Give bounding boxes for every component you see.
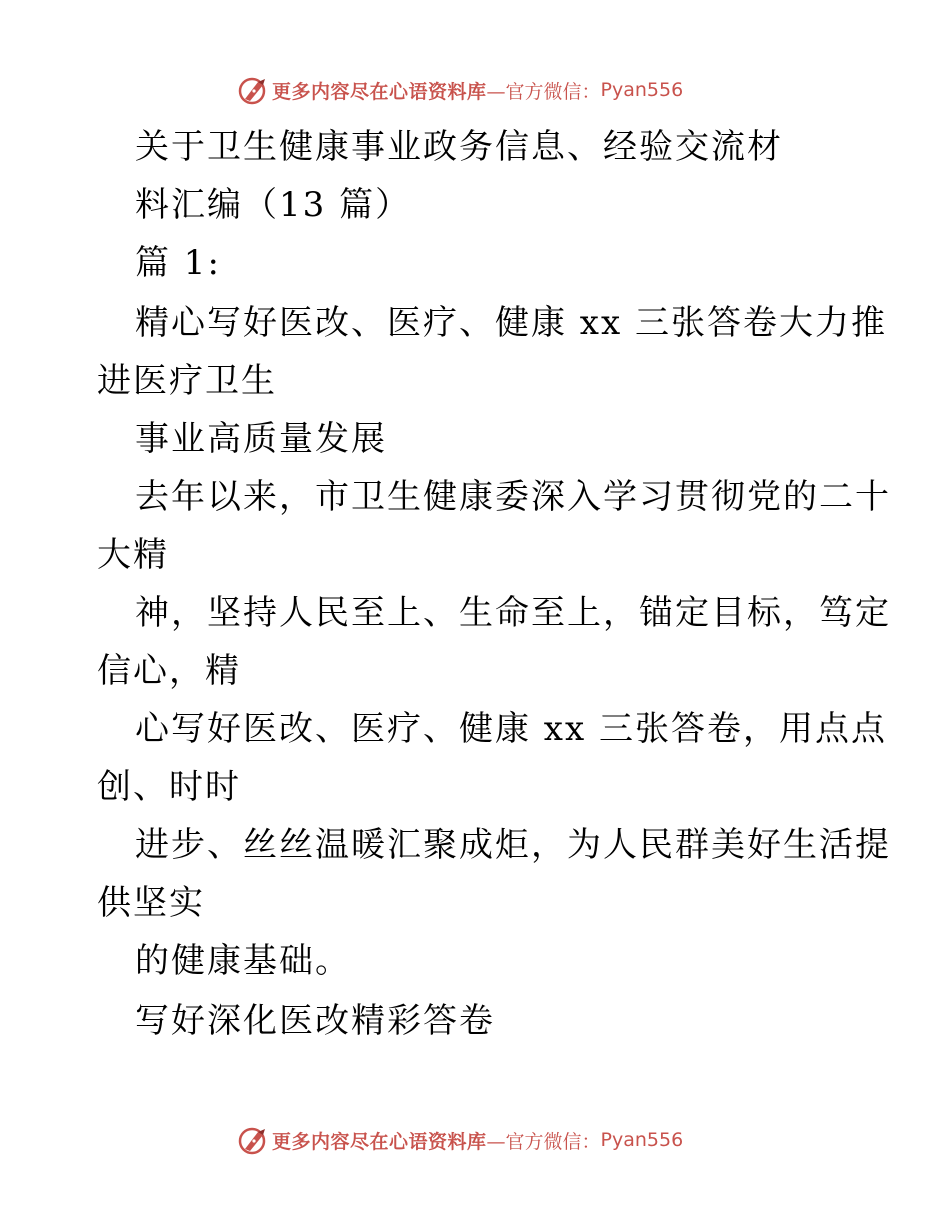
header-watermark [236,73,683,107]
paragraph-line: 的健康基础。 [135,941,351,981]
watermark-wechat-id: Pyan556 [600,79,684,101]
document-title-line-1: 关于卫生健康事业政务信息、经验交流材 [135,127,783,167]
article-title-line-2: 进医疗卫生 [97,361,277,401]
paragraph-line: 创、时时 [97,767,241,807]
article-title-line-3: 事业高质量发展 [135,419,387,459]
pen-nib-logo-icon [236,1124,268,1156]
watermark-contact-label: —官方微信： [486,80,601,103]
watermark-wechat-id: Pyan556 [600,1129,684,1151]
document-title-line-2: 料汇编（13 篇） [135,185,412,225]
paragraph-line: 供坚实 [97,883,205,923]
paragraph-line: 大精 [97,535,169,575]
pen-nib-logo-icon [236,74,268,106]
paragraph-line: 信心，精 [97,651,241,691]
paragraph-line: 心写好医改、医疗、健康 xx 三张答卷，用点点 [135,709,887,749]
watermark-contact-label: —官方微信： [486,1130,601,1153]
subsection-heading: 写好深化医改精彩答卷 [135,1001,495,1041]
paragraph-line: 神，坚持人民至上、生命至上，锚定目标，笃定 [135,593,891,633]
article-title-line-1: 精心写好医改、医疗、健康 xx 三张答卷大力推 [135,303,887,343]
watermark-brand: 更多内容尽在心语资料库 [272,1130,487,1153]
section-heading: 篇 1: [135,243,221,283]
watermark-brand: 更多内容尽在心语资料库 [272,80,487,103]
paragraph-line: 进步、丝丝温暖汇聚成炬，为人民群美好生活提 [135,825,891,865]
footer-watermark [236,1123,683,1157]
paragraph-line: 去年以来，市卫生健康委深入学习贯彻党的二十 [135,477,891,517]
